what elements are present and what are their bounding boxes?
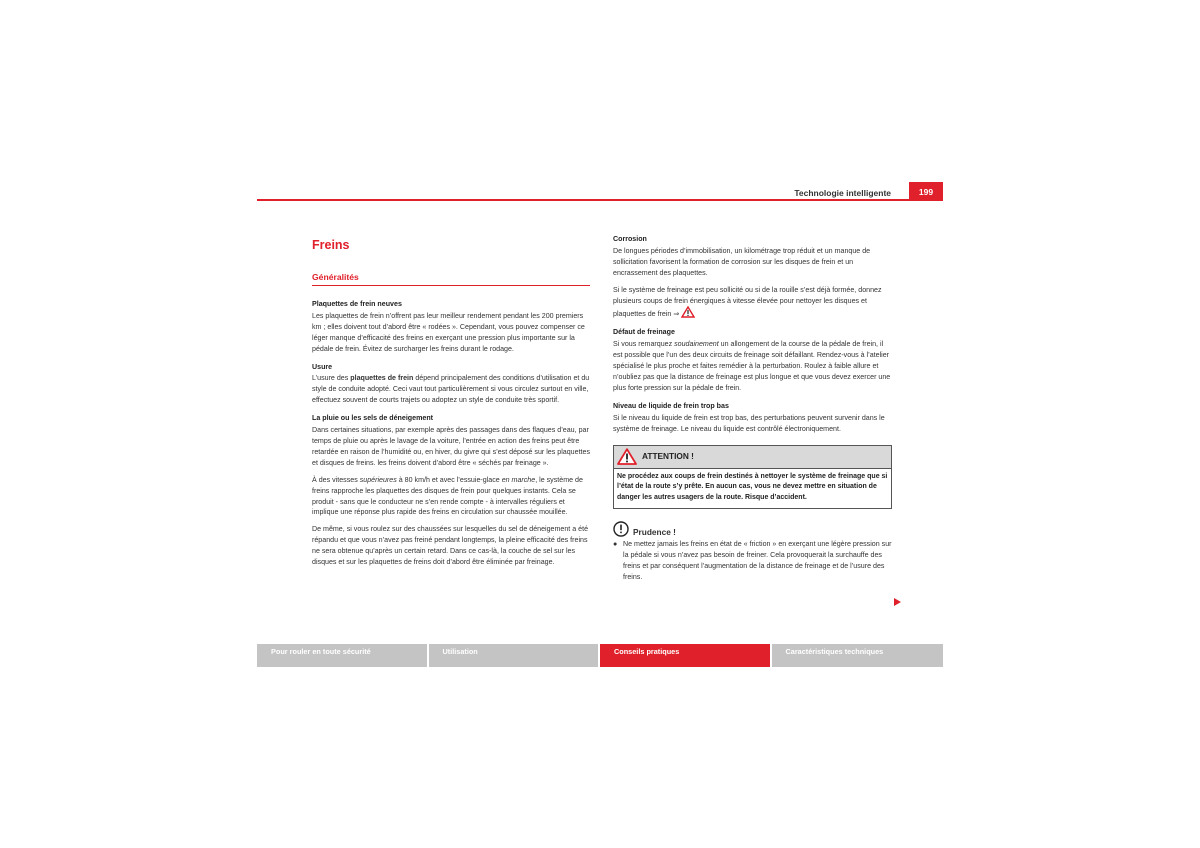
paragraph-brake-failure (613, 339, 892, 394)
text-run: Si vous remarquez (613, 340, 675, 349)
bullet: ● (613, 539, 618, 548)
paragraph-fluid-level: Si le niveau du liquide de frein est trop bas, des perturbations peuvent survenir dans le système de freinage. Le niveau du liquide est contrôlé électroniquement. (613, 413, 885, 433)
text-run: , le système de freins rapproche les plaquettes des disques de frein pour quelques instants. Cela se produit - sans que le conducteur ne s’en rende compte - à intervalles réguliers et implique une réponse plus rapide des freins en circulation sur chaussée mouillée. (312, 475, 583, 517)
attention-title: ATTENTION ! (642, 451, 694, 462)
paragraph-speed (312, 475, 590, 519)
paragraph-wear (312, 373, 590, 406)
tab-operation[interactable]: Utilisation (429, 644, 599, 667)
text-run: Si le système de freinage est peu sollicité ou si de la rouille s’est déjà formée, donnez plusieurs coups de frein énergiques à vitesse élevée pour nettoyer les disques et plaquettes de frein ⇒ (613, 285, 882, 319)
heading-brake-failure: Défaut de freinage (613, 328, 675, 337)
text-run: L’usure des (312, 374, 351, 383)
chapter-title: Technologie intelligente (794, 188, 891, 198)
paragraph-rain: Dans certaines situations, par exemple après des passages dans des flaques d’eau, par temps de pluie ou après le lavage de la voiture, l’entrée en action des freins peut être retardée en raison de l’humidité ou, en hiver, du givre qui s’est déposé sur les plaquettes et disques de freins. les freins doivent d’abord être « séchés par freinage ». (312, 426, 591, 467)
tab-practical-tips[interactable]: Conseils pratiques (600, 644, 770, 667)
attention-box (613, 445, 892, 509)
right-column (613, 234, 892, 582)
text-run: à 80 km/h et avec l’essuie-glace (396, 475, 502, 484)
tab-safety[interactable]: Pour rouler en toute sécurité (257, 644, 427, 667)
warning-triangle-icon (617, 448, 637, 465)
caution-item (613, 539, 892, 583)
exclamation-circle-icon (613, 521, 629, 537)
italic-text: supérieures (359, 475, 397, 484)
heading-rain-salt: La pluie ou les sels de déneigement (312, 414, 434, 423)
heading-corrosion: Corrosion (613, 235, 647, 243)
paragraph-corrosion: De longues périodes d’immobilisation, un kilométrage trop réduit et un manque de sollicitation favorisent la formation de corrosion sur les disques de frein et un encrassement des plaquettes. (613, 246, 871, 277)
caution-title: Prudence ! (633, 526, 676, 537)
header-rule (257, 199, 943, 201)
text-run: À des vitesses (312, 475, 360, 484)
attention-header (614, 446, 891, 469)
subsection-title: Généralités (312, 272, 590, 286)
italic-text: en marche (501, 475, 536, 484)
heading-new-pads: Plaquettes de frein neuves (312, 300, 402, 308)
page-number: 199 (909, 182, 943, 200)
text-run: un allongement de la course de la pédale de frein, il est possible que l’un des deux circuits de freinage soit défaillant. Rendez-vous à l’atelier spécialisé le plus proche et faites remédier à la perturbation. Roulez à faible allure et n’oubliez pas que la distance de freinage est plus longue et que vous devez exercer une plus forte pression sur la pédale de frein. (613, 340, 891, 392)
bold-text: plaquettes de frein (350, 374, 414, 383)
tab-technical-data[interactable]: Caractéristiques techniques (772, 644, 944, 667)
text-run: dépend principalement des conditions d’utilisation et du style de conduite adopté. Ceci vaut tout particulièrement si vous circulez surtout en ville, effectuez souvent de courts trajets ou adoptez un style de conduite très sportif. (312, 374, 590, 405)
next-page-arrow-icon[interactable] (894, 598, 901, 606)
left-column (312, 234, 590, 574)
heading-wear: Usure (312, 362, 333, 371)
section-title: Freins (312, 238, 350, 252)
footer-nav (257, 644, 943, 667)
paragraph-cleaning (613, 285, 892, 321)
paragraph-new-pads: Les plaquettes de frein n’offrent pas leur meilleur rendement pendant les 200 premiers km ; elles doivent tout d’abord être « rodées ». Cependant, vous pouvez compenser ce léger manque d’efficacité des freins en exerçant une pression plus importante sur la pédale de frein. Évitez de surcharger les freins durant le rodage. (312, 311, 585, 353)
caution-header (613, 521, 892, 538)
heading-fluid-level: Niveau de liquide de frein trop bas (613, 401, 729, 410)
attention-text: Ne procédez aux coups de frein destinés à nettoyer le système de freinage que si l’état de la route s’y prête. En aucun cas, vous ne devez mettre en situation de danger les autres usagers de la route. Risque d’accident. (617, 472, 888, 502)
warning-triangle-icon[interactable] (681, 306, 695, 318)
caution-text: Ne mettez jamais les freins en état de « friction » en exerçant une légère pression sur la pédale si vous n’avez pas besoin de freiner. Cela provoquerait la surchauffe des freins et par conséquent l’augmentation de la distance de freinage et de l’usure des freins. (623, 539, 892, 581)
italic-text: soudainement (674, 340, 719, 349)
paragraph-salt: De même, si vous roulez sur des chaussées sur lesquelles du sel de déneigement a été répandu et que vous n’avez pas freiné pendant longtemps, la pleine efficacité des freins ne sera obtenue qu’après un certain retard. Dans ce cas-là, la couche de sel sur les disques et sur les plaquettes de freins doit d’abord être éliminée par freinage. (312, 525, 589, 567)
